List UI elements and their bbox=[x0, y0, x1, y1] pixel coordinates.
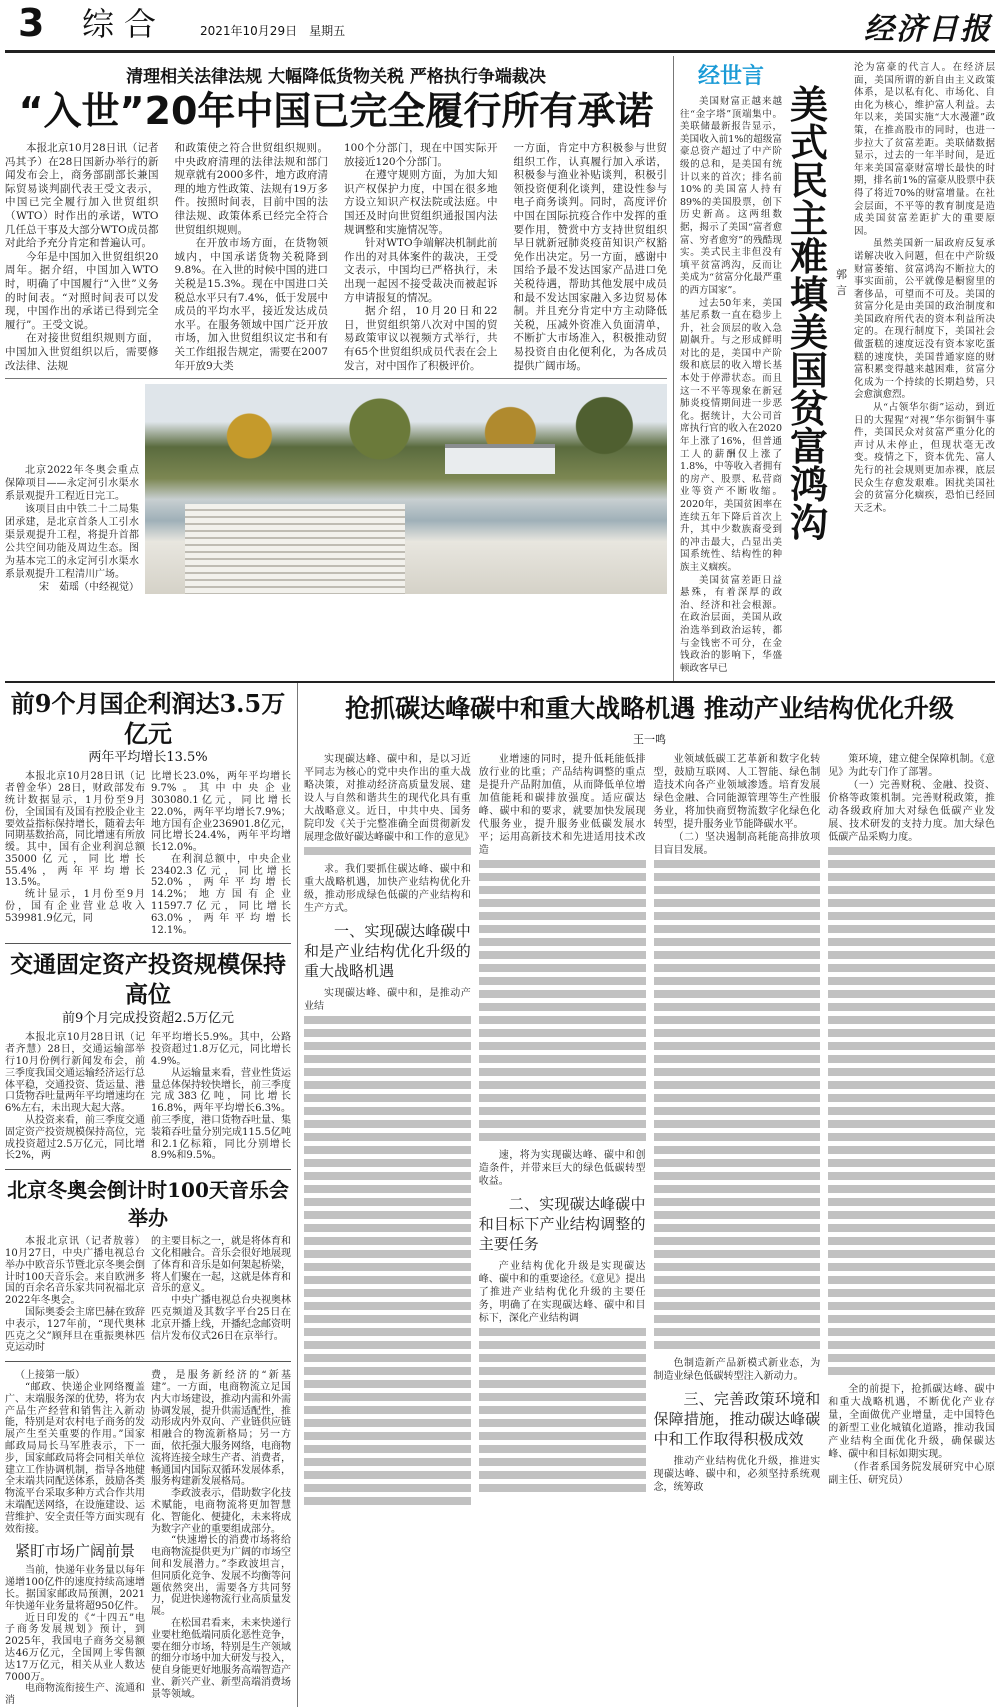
text-filler bbox=[479, 860, 646, 1146]
lead-rule bbox=[5, 378, 667, 379]
feature-text bbox=[304, 863, 471, 915]
date: 2021年10月29日 bbox=[200, 24, 298, 38]
column-label: 经世言 bbox=[697, 64, 764, 89]
paragraph: 在遵守规则方面，为加大知识产权保护力度，中国在很多地方设立知识产权法院或法庭。中国还及时向世贸组织通报国内法规调整和实施情况等。 bbox=[344, 169, 498, 236]
brief3 bbox=[5, 1170, 291, 1362]
paragraph: 虽然美国新一届政府反复承诺解决收入问题，但在中产阶级财富萎缩、贫富鸿沟不断拉大的事实面前，公平就像是橱窗里的奢侈品，可望而不可及。美国的贫富分化是由美国的政治制度和美国政府所代表的资本利益所决定的。在现行制度下，美国社会做蛋糕的速度远没有资本家吃蛋糕的速度快，美国普通家庭的财富积累变得越来越困难，贫富分化成为一个持续的长期趋势，只会愈演愈烈。 bbox=[854, 238, 995, 401]
opinion-text bbox=[854, 62, 995, 515]
continued-col1 bbox=[5, 1370, 145, 1707]
photo-trees bbox=[145, 394, 667, 464]
paragraph: 策环境，建立健全保障机制。《意见》为此专门作了部署。 bbox=[828, 754, 995, 779]
paragraph: 实现碳达峰、碳中和，是推动产业结 bbox=[304, 988, 471, 1013]
paragraph: 色制造新产品新模式新业态，为制造业绿色低碳转型注入新动力。 bbox=[653, 1358, 821, 1383]
paragraph: 国际奥委会主席巴赫在致辞中表示，127年前，“现代奥林匹克之父”顾拜旦在重振奥林匹克运动时 bbox=[5, 1307, 145, 1354]
page-number: 3 bbox=[18, 1, 45, 45]
continued-subhead: 紧盯市场广阔前景 bbox=[14, 1542, 135, 1561]
brief-text bbox=[151, 771, 291, 936]
paragraph: “邮政、快递企业网络覆盖广、末端服务深的优势，将为农产品生产经营和销售注入新动能，特别是对农村电子商务的发展产生至关重要的作用。”国家邮政局局长马军胜表示，下一步，国家邮政局将会同相关单位建立工作协调机制，指导各地健全末端共同配送体系，鼓励各类物流平台采取多种方式合作共用末端配送网络，在设施建设、运营维护、安全责任等方面实现有效衔接。 bbox=[5, 1382, 145, 1535]
photo-caption-block bbox=[5, 464, 139, 594]
photo-row bbox=[5, 384, 667, 598]
lead-text bbox=[5, 142, 159, 373]
brief-text bbox=[5, 1236, 145, 1354]
paragraph: 本报北京10月28日讯（记者冯其予）在28日国新办举行的新闻发布会上，商务部副部长兼国际贸易谈判副代表王受文表示，中国已完全履行加入世贸组织（WTO）时作出的承诺，WTO几任总干事及大部分WTO成员都对此给予充分肯定和普遍认可。 bbox=[5, 142, 159, 250]
paragraph: 针对WTO争端解决机制此前作出的对具体案件的裁决，王受文表示，中国均已严格执行，未出现一起因不接受裁决而被起诉方申请报复的情况。 bbox=[344, 237, 498, 304]
paragraph: 据介绍，10月20日和22日，世贸组织第八次对中国的贸易政策审议以视频方式举行，共有65个世贸组织成员代表在会上发言，对中国作了积极评价。 bbox=[344, 305, 498, 372]
paragraph: 速，将为实现碳达峰、碳中和创造条件，并带来巨大的绿色低碳转型收益。 bbox=[478, 1150, 646, 1188]
brief2-headline: 交通固定资产投资规模保持高位 bbox=[10, 951, 286, 1009]
bottom-section bbox=[5, 681, 995, 1707]
paragraph: 和政策使之符合世贸组织规则。中央政府清理的法律法规和部门规章就有2000多件，地方政府清理的地方性政策、法规有19万多件。按照时间表，目前中国的法律法规、政策体系已经完全符合世贸组织规则。 bbox=[174, 142, 328, 236]
paragraph: 一方面，肯定中方积极参与世贸组织工作，认真履行加入承诺，积极参与渔业补贴谈判，积极引领投资便利化谈判，建设性参与电子商务谈判。同时，高度评价中国在国际抗疫合作中发挥的重要作用，赞赏中方支持世贸组织早日就新冠肺炎疫苗知识产权豁免作出决定。另一方面，感谢中国给予最不发达国家产品进口免关税待遇，帮助其他发展中成员和最不发达国家融入多边贸易体制。并且充分肯定中方主动降低关税，压减外资准入负面清单，不断扩大市场准入，积极推动贸易投资自由化便利化，为各成员提供广阔市场。 bbox=[513, 142, 667, 372]
continued-text bbox=[5, 1565, 145, 1707]
news-photo bbox=[145, 384, 667, 594]
paragraph: 沦为富豪的代言人。在经济层面，美国所谓的新自由主义政策体系，是以私有化、市场化、自由化为核心，维护富人利益。去年以来，美国实施“大水漫灌”政策，在推高股市的同时，也进一步拉大了贫富差距。美联储数据显示，过去的一年半时间，是近年来美国富豪财富增长最快的时期，排名前1%的富豪从股票中获得了将近70%的财富增量。在社会层面，不平等的教育制度是造成美国贫富差距扩大的重要原因。 bbox=[854, 62, 995, 237]
lead-headline: “入世”20年中国已完全履行所有承诺 bbox=[18, 89, 654, 133]
paragraph: （一）完善财税、金融、投资、价格等政策机制。完善财税政策，推动各级政府加大对绿色低碳产业发展、技术研发的支持力度。加大绿色低碳产品采购力度。 bbox=[828, 780, 995, 844]
brief1 bbox=[5, 683, 291, 944]
paragraph: 推动产业结构优化升级，推进实现碳达峰、碳中和，必须坚持系统观念，统筹政 bbox=[653, 1456, 821, 1494]
paragraph: 在利润总额中，中央企业23402.3亿元，同比增长52.0%，两年平均增长14.2%；地方国有企业11597.7亿元，同比增长63.0%，两年平均增长12.1%。 bbox=[151, 853, 291, 936]
brief-text bbox=[5, 771, 145, 936]
feature-col1 bbox=[304, 753, 474, 1513]
paragraph: 在对接世贸组织规则方面，中国加入世贸组织以后，需要修改法律、法规 bbox=[5, 332, 159, 372]
top-section bbox=[5, 56, 995, 681]
opinion-left bbox=[680, 62, 782, 675]
paragraph: 该项目由中铁二十二局集团承建，是北京首条人工引水渠景观提升工程，将提升首都公共空间功能及周边生态。图为基本完工的永定河引水渠水系景观提升工程清川广场。 bbox=[5, 504, 139, 581]
section-heading-2: 二、实现碳达峰碳中和目标下产业结构调整的主要任务 bbox=[478, 1195, 646, 1254]
brief1-subhead: 两年平均增长13.5% bbox=[88, 750, 208, 766]
feature-text bbox=[654, 1357, 821, 1383]
text-filler bbox=[479, 1328, 646, 1497]
feature-text bbox=[828, 753, 995, 844]
text-filler bbox=[304, 1016, 471, 1510]
photo-credit: 宋 茹瑶（中经视觉） bbox=[39, 582, 139, 594]
paragraph: 电商物流衔接生产、流通和消 bbox=[5, 1683, 145, 1707]
paragraph: （作者系国务院发展研究中心原副主任、研究员） bbox=[828, 1462, 995, 1487]
brief3-body bbox=[5, 1236, 291, 1354]
paragraph: 求。我们要抓住碳达峰、碳中和重大战略机遇，加快产业结构优化升级，推动形成绿色低碳的产业结构和生产方式。 bbox=[304, 864, 471, 915]
jump-note: （上接第一版） bbox=[15, 1370, 85, 1382]
brief1-body bbox=[5, 771, 291, 936]
paragraph: 近日印发的《“十四五”电子商务发展规划》预计，到2025年，我国电子商务交易额达46万亿元，全国网上零售额达17万亿元，相关从业人数达7000万。 bbox=[5, 1612, 145, 1683]
lead-text bbox=[175, 142, 329, 373]
feature-text bbox=[654, 753, 821, 857]
section-heading-3: 三、完善政策环境和保障措施，推动碳达峰碳中和工作取得积极成效 bbox=[653, 1390, 821, 1449]
photo-building bbox=[445, 444, 555, 474]
paragraph: 今年是中国加入世贸组织20周年。据介绍，中国加入WTO时，明确了中国履行“入世”义务的时间表。“对照时间表可以发现，中国作出的承诺已得到完全履行”。王受文说。 bbox=[5, 250, 159, 331]
section-heading-1: 一、实现碳达峰碳中和是产业结构优化升级的重大战略机遇 bbox=[304, 922, 471, 981]
paragraph: 美国贫富差距日益悬殊，有着深厚的政治、经济和社会根源。在政治层面，美国从政治选举到政治运转，都与金钱密不可分，在金钱政治的影响下，华盛顿政客早已 bbox=[680, 574, 782, 674]
paragraph: 产业结构优化升级是实现碳达峰、碳中和的重要途径。《意见》提出了推进产业结构优化升级的主要任务，明确了在实现碳达峰、碳中和目标下，深化产业结构调 bbox=[478, 1261, 646, 1325]
paragraph: “快速增长的消费市场将给电商物流提供更为广阔的市场空间和发展潜力。”李政波坦言，但同质化竞争、发展不均衡等问题依然突出，需要各方共同努力，促进快递物流行业高质量发展。 bbox=[151, 1535, 291, 1618]
paragraph: 费，是服务新经济的“新基建”。一方面，电商物流立足国内大市场建设，推动内需和外需协调发展，提升供需适配性，推动形成内外双向、产业链供应链相融合的物流新格局；另一方面，依托强大服务网络，电商物流将连接全球生产者、消费者，畅通国内国际双循环发展体系，服务构建新发展格局。 bbox=[151, 1370, 291, 1488]
paragraph: 全的前提下，抢抓碳达峰、碳中和重大战略机遇，不断优化产业存量，全面做优产业增量，走中国特色的新型工业化城镇化道路，推动我国产业结构全面优化升级，确保碳达峰、碳中和目标如期实现。 bbox=[828, 1384, 995, 1461]
photo-steps bbox=[185, 504, 405, 594]
continued-text bbox=[5, 1382, 145, 1535]
weekday: 星期五 bbox=[309, 24, 346, 38]
brief1-headline: 前9个月国企利润达3.5万亿元 bbox=[10, 689, 286, 749]
brief3-headline: 北京冬奥会倒计时100天音乐会举办 bbox=[7, 1178, 289, 1231]
caption-text bbox=[5, 464, 139, 581]
text-filler bbox=[654, 860, 821, 1354]
paragraph: 从“占领华尔街”运动，到近日的大猩猩“对视”华尔街铜牛事件，美国民众对贫富严重分化的声讨从未停止，但现状毫无改变。疫情之下，资本优先、富人先行的社会规则更加赤裸，底层民众生存愈发艰难。困扰美国社会的贫富分化痼疾，恐怕已经回天乏术。 bbox=[854, 402, 995, 514]
lead-text bbox=[514, 142, 668, 373]
feature-text bbox=[304, 987, 471, 1013]
paragraph: 北京2022年冬奥会重点保障项目——永定河引水渠水系景观提升工程近日完工。 bbox=[5, 465, 139, 503]
paragraph: 中央广播电视总台央视奥林匹克频道及其数字平台25日在北京开播上线，开播纪念邮资明信片发布仪式26日在京举行。 bbox=[151, 1295, 291, 1342]
paragraph: 本报北京10月28日讯（记者曾金华）28日，财政部发布统计数据显示，1月份至9月份，全国国有及国有控股企业主要效益指标保持增长，随着去年同期基数抬高，同比增速有所放缓。其中，国有企业利润总额35000亿元，同比增长55.4%，两年平均增长13.5%。 bbox=[5, 771, 145, 889]
opinion-text bbox=[680, 96, 782, 675]
feature-col4 bbox=[828, 753, 995, 1513]
brief2-subhead: 前9个月完成投资超2.5万亿元 bbox=[62, 1011, 234, 1027]
brief-text bbox=[5, 1032, 145, 1162]
left-column bbox=[5, 683, 297, 1707]
opinion-author: 郭 言 bbox=[836, 268, 858, 297]
opinion-title: 美式民主难填美国贫富鸿沟 bbox=[789, 83, 828, 545]
feature-text bbox=[828, 1383, 995, 1461]
lead-kicker: 清理相关法律法规 大幅降低货物关税 严格执行争端裁决 bbox=[126, 67, 546, 87]
paragraph: 从投资来看，前三季度交通固定资产投资规模保持高位，完成投资超过2.5万亿元，同比增长2%，两 bbox=[5, 1115, 145, 1162]
paper-logo: 经济日报 bbox=[864, 12, 992, 47]
paragraph: 100个分部门，现在中国实际开放接近120个分部门。 bbox=[344, 142, 498, 168]
paragraph: 比增长23.0%，两年平均增长9.7%。其中中央企业303080.1亿元，同比增长22.0%，两年平均增长7.9%；地方国有企业236901.8亿元，同比增长24.4%，两年平均增长12.0%。 bbox=[151, 771, 291, 854]
opinion-column bbox=[673, 56, 995, 681]
lead-body bbox=[5, 142, 667, 373]
issue-date bbox=[200, 22, 345, 39]
paragraph: 在开放市场方面，在货物领域内，中国承诺货物关税降到9.8%。在入世的时候中国的进口关税是15.3%。现在中国进口关税总水平只有7.4%，低于发展中成员的平均水平，接近发达成员水平。在服务领域中国广泛开放市场，加入世贸组织议定书和有关工作组报告规定，需要在2007年开放9大类 bbox=[174, 237, 328, 372]
feature-text bbox=[479, 753, 646, 857]
paragraph: （二）坚决遏制高耗能高排放项目盲目发展。 bbox=[653, 832, 821, 857]
feature-byline: 王一鸣 bbox=[633, 733, 666, 747]
feature-article bbox=[297, 683, 995, 1707]
feature-col3 bbox=[654, 753, 821, 1513]
paragraph: 的主要目标之一，就是将体育和文化相融合。音乐会很好地展现了体育和音乐是如何架起桥梁，将人们聚在一起，这就是体育和音乐的意义。 bbox=[151, 1236, 291, 1295]
brief-text bbox=[151, 1236, 291, 1354]
brief2-body bbox=[5, 1032, 291, 1162]
paragraph: 在松国君看来，未来快递行业要杜绝低端同质化恶性竞争，要在细分市场，特别是生产领域的细分市场中加大研发与投入，使自身能更好地服务高端智造产业、新兴产业、新型高端消费场景等领域。 bbox=[151, 1617, 291, 1700]
paragraph: 本报北京讯（记者敖蓉）10月27日，中央广播电视总台举办中欧音乐节暨北京冬奥会倒计时100天音乐会。来自欧洲多国的百余名音乐家共同祝福北京2022年冬奥会。 bbox=[5, 1236, 145, 1307]
feature-col2 bbox=[479, 753, 646, 1513]
brief2 bbox=[5, 944, 291, 1170]
feature-text bbox=[479, 1149, 646, 1188]
paragraph: 李政波表示，借助数字化技术赋能，电商物流将更加智慧化、智能化、便捷化，未来将成为数字产业的重要组成部分。 bbox=[151, 1488, 291, 1535]
lead-text bbox=[344, 142, 498, 373]
section-name: 综合 bbox=[82, 5, 167, 43]
paragraph: 年平均增长5.9%。其中，公路投资超过1.8万亿元，同比增长4.9%。 bbox=[151, 1032, 291, 1068]
masthead bbox=[0, 0, 1000, 56]
feature-text bbox=[479, 1260, 646, 1325]
brief-text bbox=[151, 1032, 291, 1162]
feature-text bbox=[304, 753, 474, 844]
paragraph: 当前，快递年业务量以每年递增100亿件的速度持续高速增长。据国家邮政局预测，2021年快递年业务量将超950亿件。 bbox=[5, 1565, 145, 1612]
feature-text bbox=[654, 1455, 821, 1494]
continued-text bbox=[151, 1370, 291, 1707]
paragraph: 过去50年来，美国基尼系数一直在稳步上升，社会顶层的收入急剧飙升。与之形成鲜明对比的是，美国中产阶级和底层的收入增长基本处于停滞状态。而且这一不平等现象在新冠肺炎疫情期间进一步恶化。据统计，大公司首席执行官的收入在2020年上涨了16%，但普通工人的薪酬仅上涨了1.8%，中等收入者拥有的房产、股票、私营商业等资产不断收缩。2020年，美国贫困率在连续五年下降后首次上升，其中少数族裔受到的冲击最大，凸显出美国系统性、结构性的种族主义痼疾。 bbox=[680, 297, 782, 573]
author-note bbox=[828, 1461, 995, 1487]
paragraph: 统计显示，1月份至9月份，国有企业营业总收入539981.9亿元，同 bbox=[5, 889, 145, 924]
paragraph: 业增速的同时，提升低耗能低排放行业的比重；产品结构调整的重点是提升产品附加值，从而降低单位增加值能耗和碳排放强度。适应碳达峰、碳中和的要求，就要加快发展现代服务业，提升服务业低碳发展水平；运用高新技术和先进适用技术改造 bbox=[478, 754, 646, 857]
masthead-rule bbox=[5, 50, 995, 53]
paragraph: 从运输量来看，营业性货运量总体保持较快增长，前三季度完成383亿吨，同比增长16.8%，两年平均增长6.3%。前三季度，港口货物吞吐量、集装箱吞吐量分别完成115.5亿吨和2.1亿标箱，同比分别增长8.9%和9.5%。 bbox=[151, 1067, 291, 1162]
feature-body bbox=[304, 753, 995, 1513]
continued-story bbox=[5, 1362, 291, 1707]
paragraph: 本报北京10月28日讯（记者齐慧）28日，交通运输部举行10月份例行新闻发布会，前三季度我国交通运输经济运行总体平稳，交通投资、货运量、港口货物吞吐量两年平均增速均在6%左右，未出现大起大落。 bbox=[5, 1032, 145, 1115]
paragraph: 实现碳达峰、碳中和，是以习近平同志为核心的党中央作出的重大战略决策，对推动经济高质量发展、建设人与自然和谐共生的现代化具有重大战略意义。近日，中共中央、国务院印发《关于完整准确全面贯彻新发展理念做好碳达峰碳中和工作的意见》 bbox=[304, 754, 474, 844]
feature-headline: 抢抓碳达峰碳中和重大战略机遇 推动产业结构优化升级 bbox=[345, 694, 954, 724]
text-filler bbox=[304, 847, 471, 860]
paragraph: 美国财富正越来越往“金字塔”顶端集中。美联储最新报告显示，美国收入前1%的超级富豪总资产超过了中产阶级的总和，是美国有统计以来的首次；排名前10%的美国富人持有89%的美国股票，创下历史新高。这两组数据，揭示了美国“富者愈富、穷者愈穷”的残酷现实。美式民主非但没有填平贫富鸿沟，反而让美成为“贫富分化最严重的西方国家”。 bbox=[680, 96, 782, 296]
lead-story bbox=[5, 56, 673, 681]
text-filler bbox=[828, 847, 995, 1380]
paragraph: 业领域低碳工艺革新和数字化转型，鼓励互联网、人工智能、绿色制造技术向各产业领域渗透。培育发展绿色金融、合同能源管理等生产性服务业，将加快商贸物流数字化绿色化转型，提升服务业节能降碳水平。 bbox=[653, 754, 821, 831]
